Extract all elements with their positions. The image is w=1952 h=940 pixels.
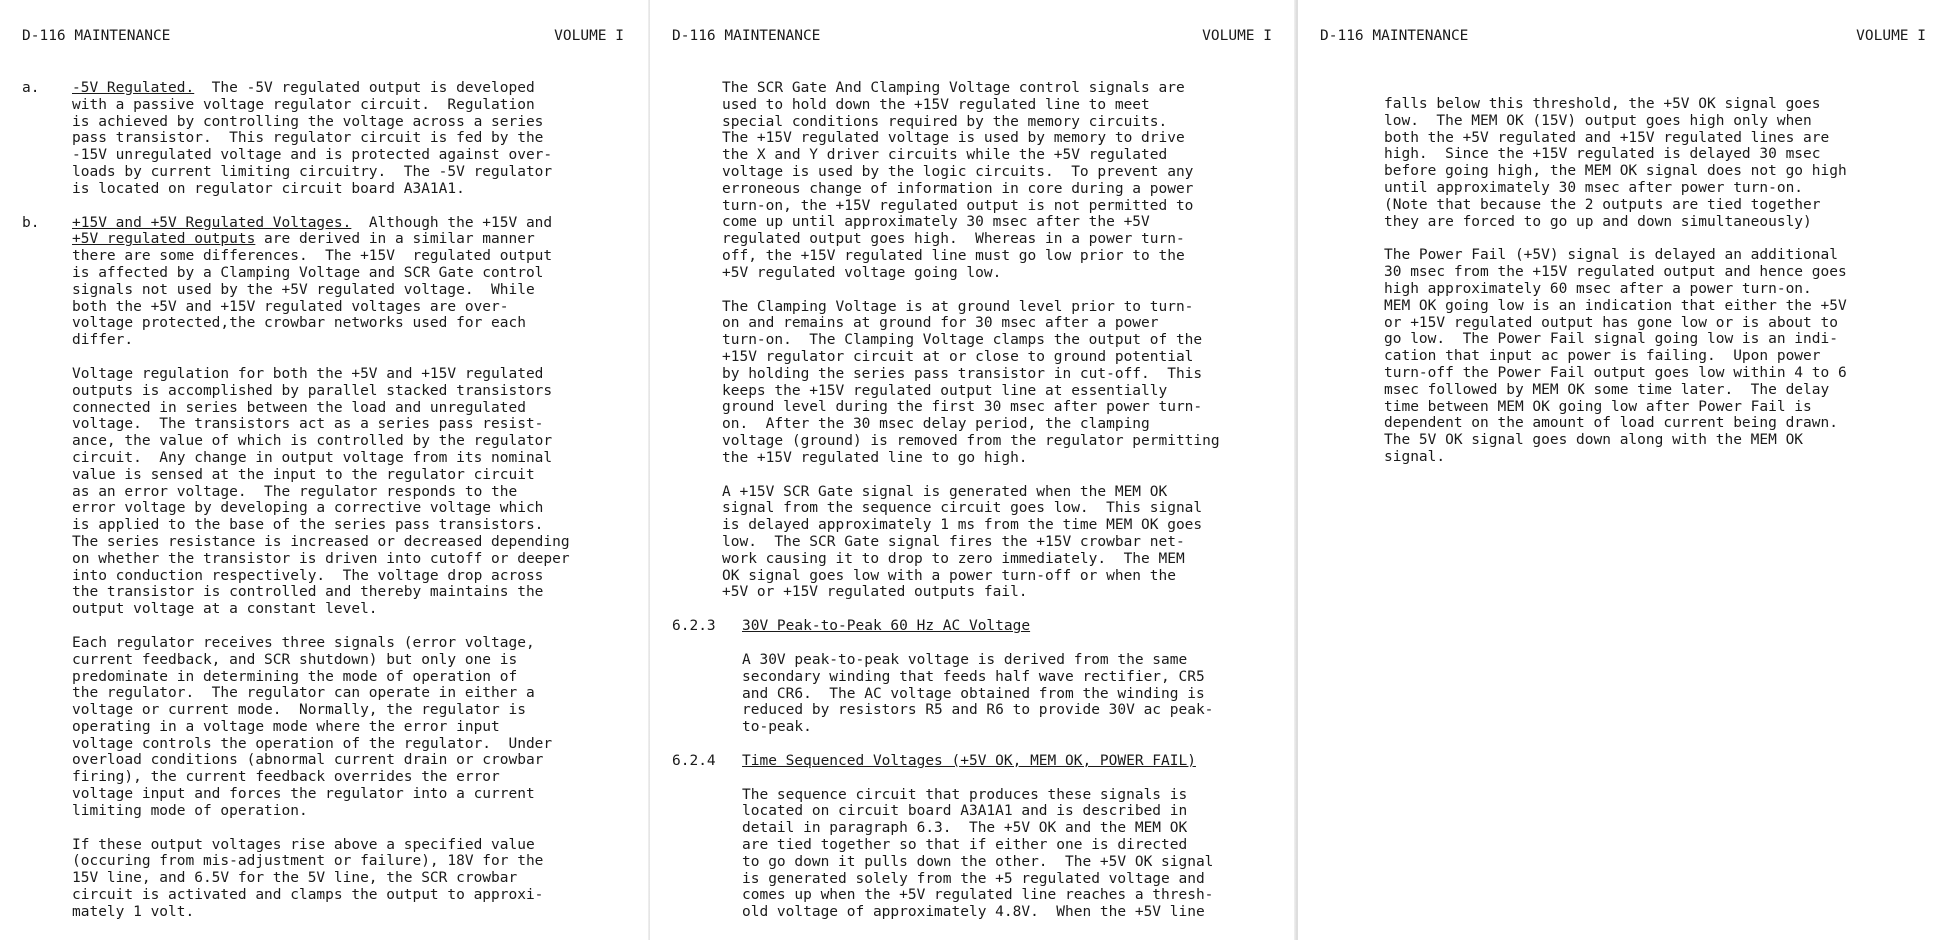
paragraph: The Power Fail (+5V) signal is delayed an additional 30 msec from the +15V regulated output and hence goes high approximately 60 msec after a power turn-on. MEM OK going low is an indication that either the +5V or +15V regulated output has gone low or is about to go low. The Power Fail signal going low is an indi- cation that input ac power is failing. Upon power turn-off the Power Fail output goes low within 4 to 6 msec followed by MEM OK some time later. The delay time between MEM OK going low after Power Fail is dependent on the amount of load current being drawn. The 5V OK signal goes down along with the MEM OK signal. <box>1384 247 1847 465</box>
section-heading-6-2-4 <box>672 752 1292 770</box>
paragraph: A 30V peak-to-peak voltage is derived from the same secondary winding that feeds half wave rectifier, CR5 and CR6. The AC voltage obtained from the winding is reduced by resistors R5 and R6 to provide 30V ac peak- to-peak. <box>742 651 1214 736</box>
paragraph: falls below this threshold, the +5V OK signal goes low. The MEM OK (15V) output goes high only when both the +5V regulated and +15V regulated lines are high. Since the +15V regulated is delayed 30 msec before going high, the MEM OK signal does not go high until approximately 30 msec after power turn-on. (Note that because the 2 outputs are tied together they are forced to go up and down simultaneously) <box>1384 96 1847 230</box>
header-title: D-116 MAINTENANCE <box>22 28 171 44</box>
page-body <box>672 80 1292 938</box>
item-b <box>22 214 637 349</box>
item-b-rest-1: Although the +15V and <box>351 214 553 231</box>
paragraph: The Clamping Voltage is at ground level prior to turn- on and remains at ground for 30 msec after a power turn-on. The Clamping Voltage clamps the output of the +15V regulator circuit at or close to ground potential by holding the series pass transistor in cut-off. This keeps the +15V regulated output line at essentially ground level during the first 30 msec after power turn- on. After the 30 msec delay period, the clamping voltage (ground) is removed from the regulator permitting the +15V regulated line to go high. <box>722 298 1220 466</box>
page-body <box>22 80 637 938</box>
section-title: Time Sequenced Voltages (+5V OK, MEM OK, POWER FAIL) <box>742 752 1196 769</box>
item-b-rest-2: are derived in a similar manner <box>255 231 535 248</box>
page-header <box>1320 28 1926 45</box>
paragraph: A +15V SCR Gate signal is generated when the MEM OK signal from the sequence circuit goes low. This signal is delayed approximately 1 ms from the time MEM OK goes low. The SCR Gate signal fires the +15V crowbar net- work causing it to drop to zero immediately. The MEM OK signal goes low with a power turn-off or when the +5V or +15V regulated outputs fail. <box>722 483 1203 601</box>
item-b-marker: b. <box>22 214 40 231</box>
header-title: D-116 MAINTENANCE <box>672 28 821 44</box>
page-body <box>1384 96 1944 483</box>
paragraph: The SCR Gate And Clamping Voltage control signals are used to hold down the +15V regulated line to meet special conditions required by the memory circuits. The +15V regulated voltage is used by memory to drive the X and Y driver circuits while the +5V regulated voltage is used by the logic circuits. To prevent any erroneous change of information in core during a power turn-on, the +15V regulated output is not permitted to come up until approximately 30 msec after the +5V regulated output goes high. Whereas in a power turn- off, the +15V regulated line must go low prior to the +5V regulated voltage going low. <box>722 80 1194 281</box>
paragraph: Each regulator receives three signals (error voltage, current feedback, and SCR shutdown) but only one is predominate in determining the mode of operation of the regulator. The regulator can operate in either a voltage or current mode. Normally, the regulator is operating in a voltage mode where the error input voltage controls the operation of the regulator. Under overload conditions (abnormal current drain or crowbar firing), the current feedback overrides the error voltage input and forces the regulator into a current limiting mode of operation. <box>72 634 553 819</box>
document-page-3 <box>1298 0 1952 940</box>
page-header <box>22 28 624 45</box>
section-number: 6.2.3 <box>672 618 716 635</box>
section-number: 6.2.4 <box>672 752 716 769</box>
item-b-title-2: +5V regulated outputs <box>72 231 256 248</box>
header-title: D-116 MAINTENANCE <box>1320 28 1469 44</box>
document-page-1 <box>0 0 650 940</box>
page-header <box>672 28 1272 45</box>
header-volume: VOLUME I <box>1202 28 1272 44</box>
header-volume: VOLUME I <box>1856 28 1926 44</box>
item-a <box>22 80 637 198</box>
section-title: 30V Peak-to-Peak 60 Hz AC Voltage <box>742 618 1031 635</box>
paragraph: Voltage regulation for both the +5V and +15V regulated outputs is accomplished by parallel stacked transistors connected in series between the load and unregulated voltage. The transistors act as a series pass resist- ance, the value of which is controlled by the regulator circuit. Any change in output voltage from its nominal value is sensed at the input to the regulator circuit as an error voltage. The regulator responds to the error voltage by developing a corrective voltage which is applied to the base of the series pass transistors. The series resistance is increased or decreased depending on whether the transistor is driven into cutoff or deeper into conduction respectively. The voltage drop across the transistor is controlled and thereby maintains the output voltage at a constant level. <box>72 365 570 618</box>
paragraph: The sequence circuit that produces these signals is located on circuit board A3A1A1 and is described in detail in paragraph 6.3. The +5V OK and the MEM OK are tied together so that if either one is directed to go down it pulls down the other. The +5V OK signal is generated solely from the +5 regulated voltage and comes up when the +5V regulated line reaches a thresh- old voltage of approximately 4.8V. When the +5V line <box>742 786 1214 921</box>
document-page-2 <box>650 0 1298 940</box>
item-a-text: The -5V regulated output is developed with a passive voltage regulator circuit. Regulation is achieved by controlling the voltage across a series pass transistor. This regulator circuit is fed by the -15V unregulated voltage and is protected against over- loads by current limiting circuitry. The -5V regulator is located on regulator circuit board A3A1A1. <box>72 80 553 197</box>
item-b-text: there are some differences. The +15V regulated output is affected by a Clamping Voltage and SCR Gate control signals not used by the +5V regulated voltage. While both the +5V and +15V regulated voltages are over- voltage protected,the crowbar networks used for each differ. <box>72 248 553 349</box>
header-volume: VOLUME I <box>554 28 624 44</box>
paragraph: If these output voltages rise above a specified value (occuring from mis-adjustment or failure), 18V for the 15V line, and 6.5V for the 5V line, the SCR crowbar circuit is activated and clamps the output to approxi- mately 1 volt. <box>72 836 544 920</box>
item-a-title: -5V Regulated. <box>72 80 195 96</box>
item-b-title-1: +15V and +5V Regulated Voltages. <box>72 214 352 231</box>
item-a-marker: a. <box>22 80 40 96</box>
section-heading-6-2-3 <box>672 618 1292 635</box>
